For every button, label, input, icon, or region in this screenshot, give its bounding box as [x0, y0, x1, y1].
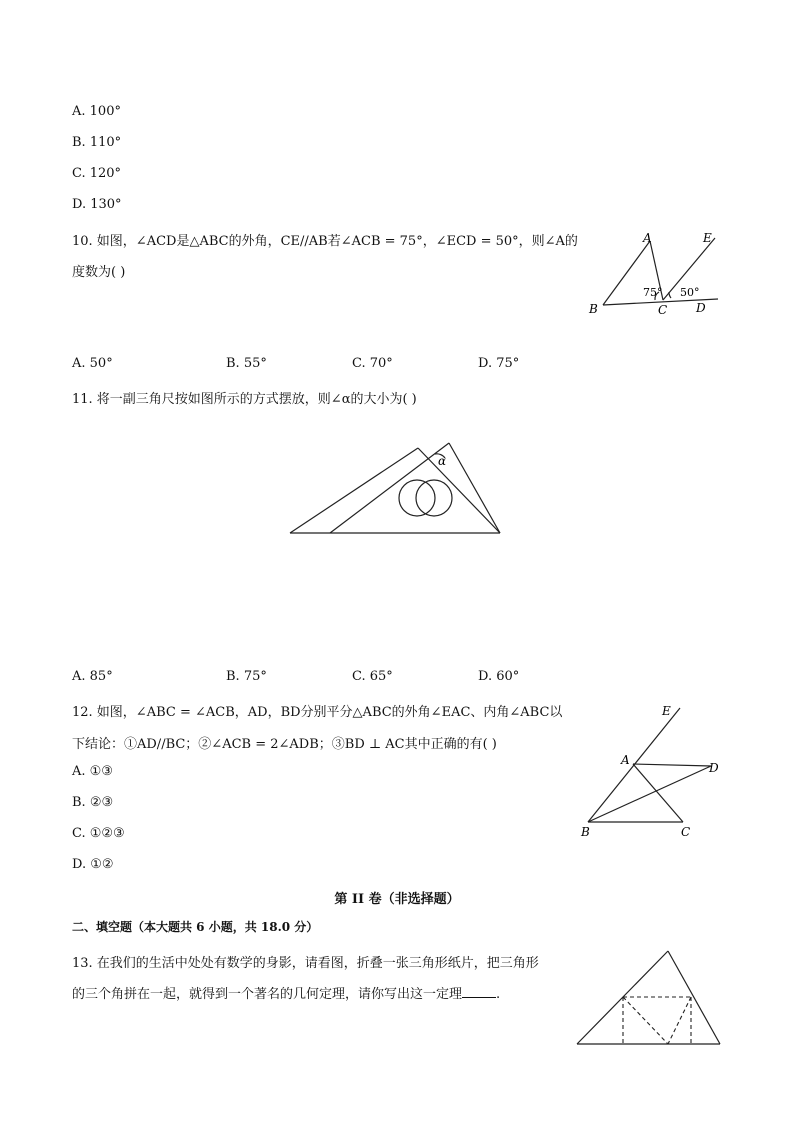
q10-figure: [585, 228, 725, 320]
q12-label-b: B: [581, 825, 590, 839]
q10-option-c: C. 70°: [352, 356, 393, 371]
q13-text-line2-post: .: [496, 987, 501, 1002]
q12-label-a: A: [621, 753, 630, 767]
q13-text-line1: 13. 在我们的生活中处处有数学的身影，请看图，折叠一张三角形纸片，把三角形: [72, 956, 539, 971]
q12-figure: [578, 700, 728, 845]
q13-answer-blank[interactable]: [462, 985, 496, 998]
q10-label-c: C: [658, 303, 668, 317]
q10-label-d: D: [696, 301, 706, 315]
q10-angle-50: 50°: [680, 286, 700, 299]
q10-label-e: E: [703, 231, 712, 245]
q12-label-d: D: [709, 761, 719, 775]
q10-option-b: B. 55°: [226, 356, 267, 371]
q11-option-b: B. 75°: [226, 669, 267, 684]
q10-label-b: B: [589, 302, 598, 316]
q10-text-line1: 10. 如图，∠ACD是△ABC的外角，CE//AB若∠ACB = 75°，∠ECD = 50°，则∠A的: [72, 234, 578, 249]
q11-alpha-label: α: [438, 454, 447, 468]
q12-label-e: E: [662, 704, 671, 718]
q10-angle-75: 75°: [643, 286, 663, 299]
section2-heading: 二、填空题（本大题共 6 小题，共 18.0 分）: [72, 920, 319, 934]
q11-text: 11. 将一副三角尺按如图所示的方式摆放，则∠α的大小为( ): [72, 392, 417, 407]
q13-text-line2-pre: 的三个角拼在一起，就得到一个著名的几何定理，请你写出这一定理: [72, 987, 463, 1002]
q12-option-b: B. ②③: [72, 795, 114, 810]
q10-option-d: D. 75°: [478, 356, 520, 371]
q10-option-a: A. 50°: [72, 356, 113, 371]
q9-option-c: C. 120°: [72, 166, 122, 181]
q13-text-line2: [72, 983, 500, 1002]
q13-figure: [573, 945, 725, 1049]
q12-option-c: C. ①②③: [72, 826, 125, 841]
q9-option-b: B. 110°: [72, 135, 122, 150]
q12-text-line2: 下结论：①AD//BC；②∠ACB = 2∠ADB；③BD ⊥ AC其中正确的有( ): [72, 737, 497, 752]
q9-option-d: D. 130°: [72, 197, 122, 212]
q12-label-c: C: [681, 825, 691, 839]
q12-option-d: D. ①②: [72, 857, 114, 872]
q12-text-line1: 12. 如图，∠ABC = ∠ACB，AD，BD分别平分△ABC的外角∠EAC、内角∠ABC以: [72, 705, 563, 720]
q10-label-a: A: [643, 231, 652, 245]
q11-option-c: C. 65°: [352, 669, 393, 684]
q11-option-d: D. 60°: [478, 669, 520, 684]
q9-option-a: A. 100°: [72, 104, 121, 119]
q11-figure: [285, 438, 505, 538]
q11-option-a: A. 85°: [72, 669, 113, 684]
q12-option-a: A. ①③: [72, 764, 113, 779]
q10-text-line2: 度数为( ): [72, 265, 126, 280]
part2-title: 第 II 卷（非选择题）: [334, 892, 460, 907]
